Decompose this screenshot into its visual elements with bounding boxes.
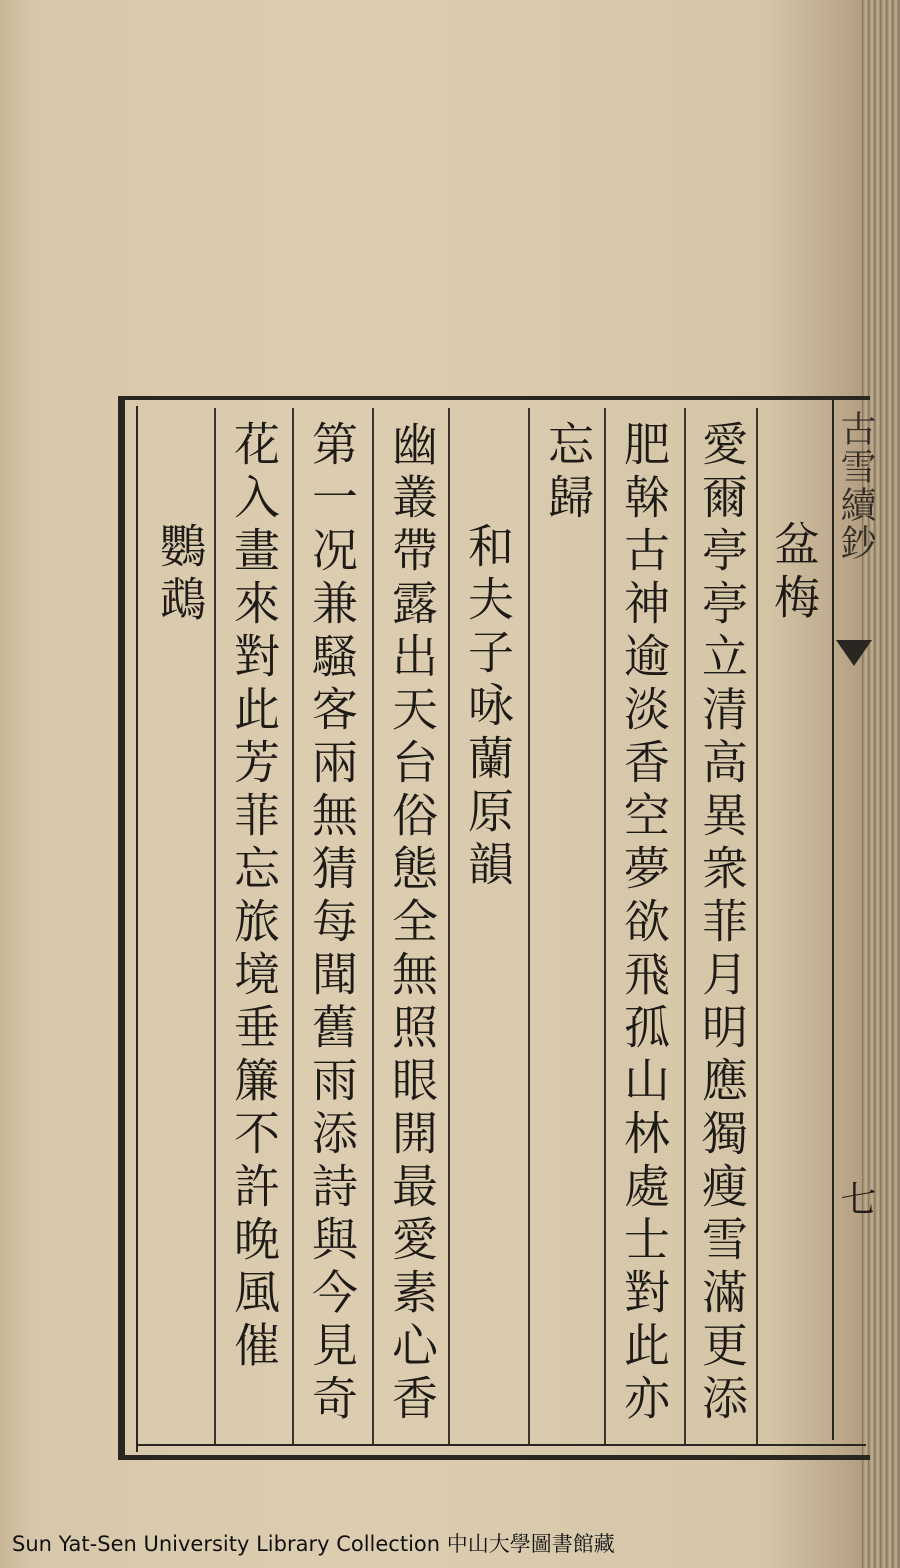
block-mouth-title: 古雪續鈔: [835, 410, 876, 562]
column-rule: [604, 408, 606, 1444]
column-rule: [292, 408, 294, 1444]
column-rule: [214, 408, 216, 1444]
column-rule: [448, 408, 450, 1444]
inner-bottom-line: [136, 1444, 866, 1446]
poem-line: 幽叢帶露出天台俗態全無照眼開最愛素心香: [385, 420, 439, 1427]
poem-title-yingwu: 鸚鵡: [153, 522, 207, 628]
column-rule: [756, 408, 758, 1444]
inner-border-line: [136, 406, 138, 1452]
poem-line: 愛爾亭亭立清高異衆菲月明應獨瘦雪滿更添: [695, 420, 749, 1427]
poem-line: 第一况兼騷客兩無猜每聞舊雨添詩與今見奇: [305, 420, 359, 1427]
poem-title-lan: 和夫子咏蘭原韻: [461, 522, 515, 893]
library-credit: Sun Yat-Sen University Library Collection 中山大學圖書館藏: [12, 1532, 615, 1556]
poem-line: 忘歸: [541, 420, 595, 526]
poem-title-penmei: 盆梅: [767, 520, 821, 626]
fish-tail-mark: [836, 640, 872, 666]
poem-line: 肥榦古神逾淡香空夢欲飛孤山林處士對此亦: [617, 420, 671, 1427]
column-rule: [528, 408, 530, 1444]
poem-line: 花入畫來對此芳菲忘旅境垂簾不許晚風催: [227, 420, 281, 1374]
column-rule: [372, 408, 374, 1444]
page-number: 七: [835, 1180, 876, 1216]
column-rule: [684, 408, 686, 1444]
